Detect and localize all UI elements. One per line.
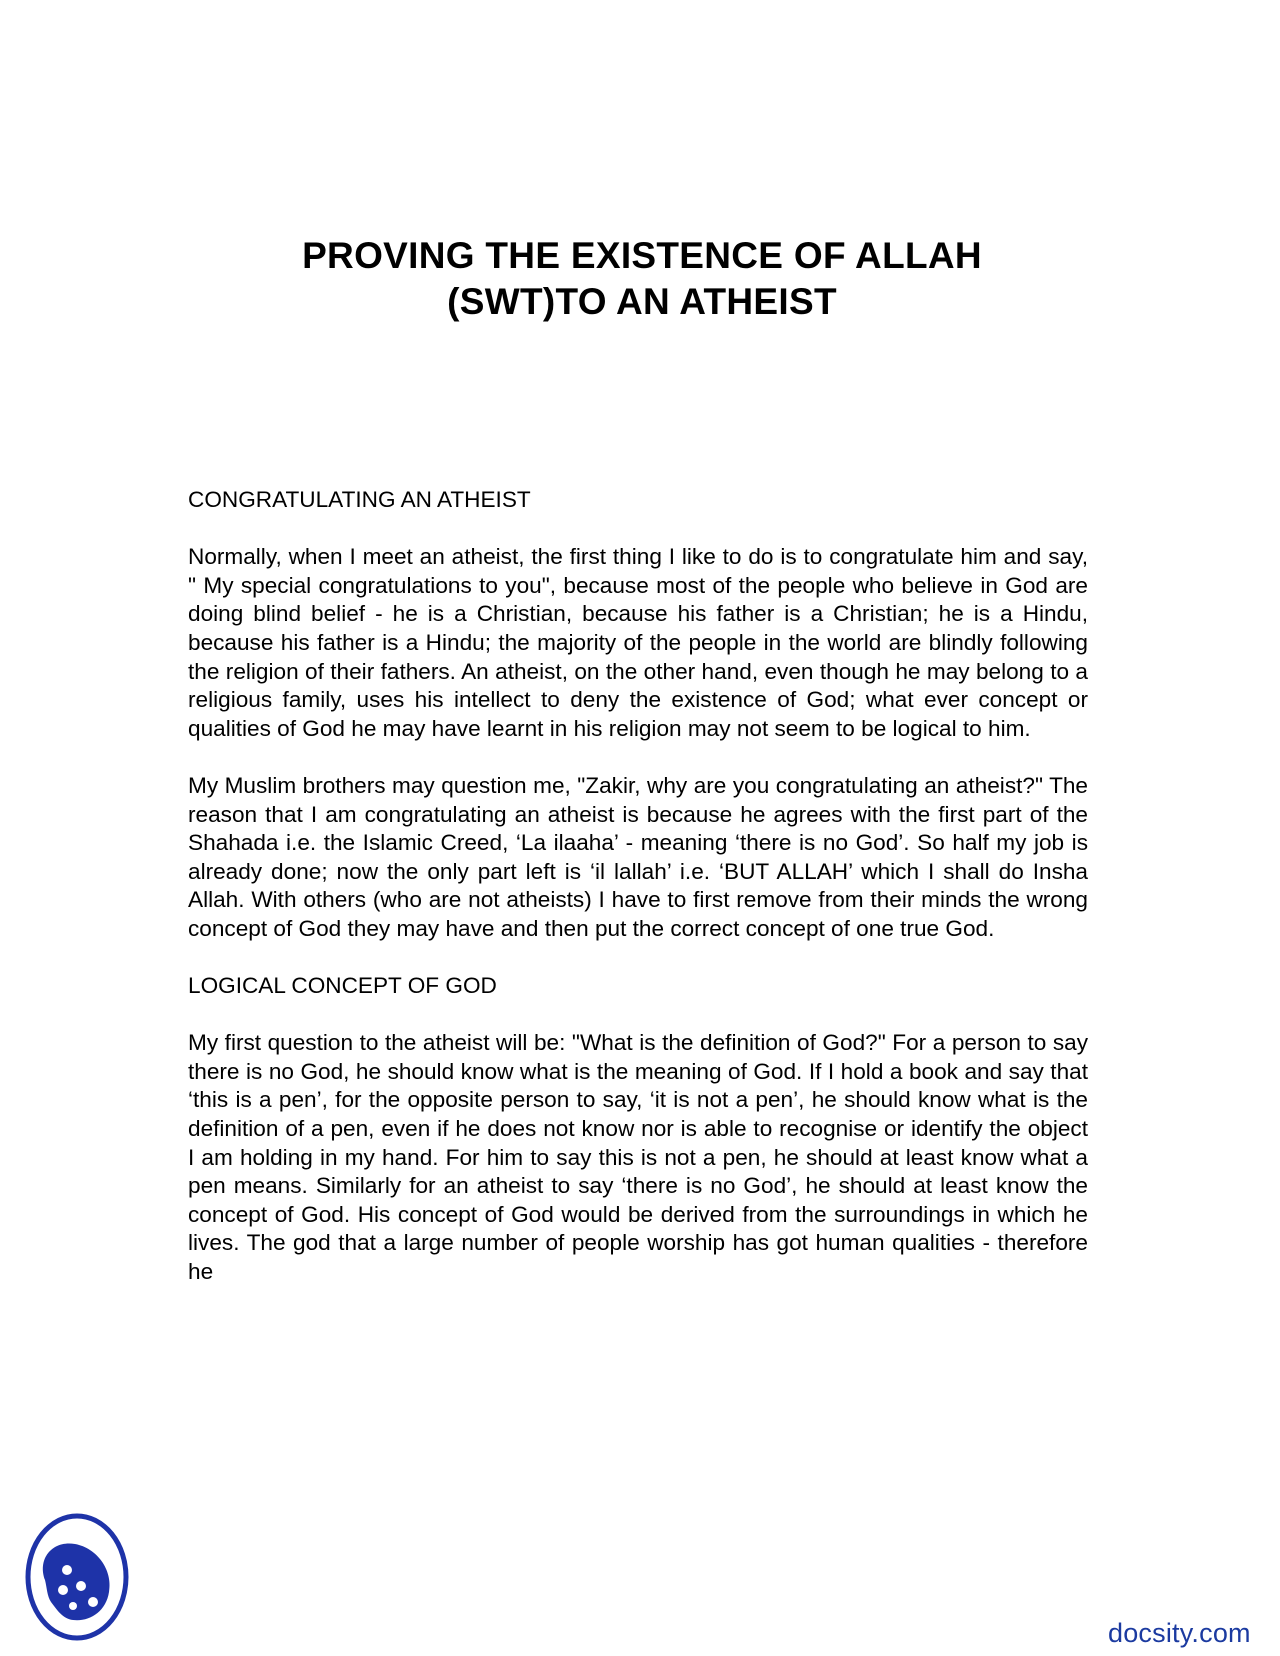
paragraph: My Muslim brothers may question me, "Zakir, why are you congratulating an atheist?" The reason that I am congratulating an atheist is because he agrees with the first part of the Shahada i.e. the Islamic Creed, ‘La ilaaha’ - meaning ‘there is no God’. So half my job is already done; now the only part left is ‘il lallah’ i.e. ‘BUT ALLAH’ which I shall do Insha Allah. With others (who are not atheists) I have to first remove from their minds the wrong concept of God they may have and then put the correct concept of one true God. bbox=[188, 772, 1088, 941]
title-line-1: PROVING THE EXISTENCE OF ALLAH bbox=[302, 235, 982, 276]
section-heading-congratulating: CONGRATULATING AN ATHEIST bbox=[188, 487, 531, 512]
document-title bbox=[180, 233, 1104, 325]
section-heading-logical-concept: LOGICAL CONCEPT OF GOD bbox=[188, 973, 497, 999]
paragraph: Normally, when I meet an atheist, the first thing I like to do is to congratulate him and say, " My special congratulations to you", because most of the people who believe in God are doing blind belief - he is a Christian, because his father is a Christian; he is a Hindu, because his father is a Hindu; the majority of the people in the world are blindly following the religion of their fathers. An atheist, on the other hand, even though he may belong to a religious family, uses his intellect to deny the existence of God; what ever concept or qualities of God he may have learnt in his religion may not seem to be logical to him. bbox=[188, 544, 1088, 741]
document-body bbox=[188, 486, 1088, 1315]
docsity-brand-link[interactable]: docsity.com bbox=[1108, 1618, 1251, 1648]
paragraph: My first question to the atheist will be: "What is the definition of God?" For a person to say there is no God, he should know what is the meaning of God. If I hold a book and say that ‘this is a pen’, for the opposite person to say, ‘it is not a pen’, he should know what is the definition of a pen, even if he does not know nor is able to recognise or identify the object I am holding in my hand. For him to say this is not a pen, he should at least know what a pen means. Similarly for an atheist to say ‘there is no God’, he should at least know the concept of God. His concept of God would be derived from the surroundings in which he lives. The god that a large number of people worship has got human qualities - therefore he bbox=[188, 1030, 1088, 1285]
title-line-2: (SWT)TO AN ATHEIST bbox=[447, 281, 837, 322]
docsity-logo-icon bbox=[23, 1510, 131, 1644]
